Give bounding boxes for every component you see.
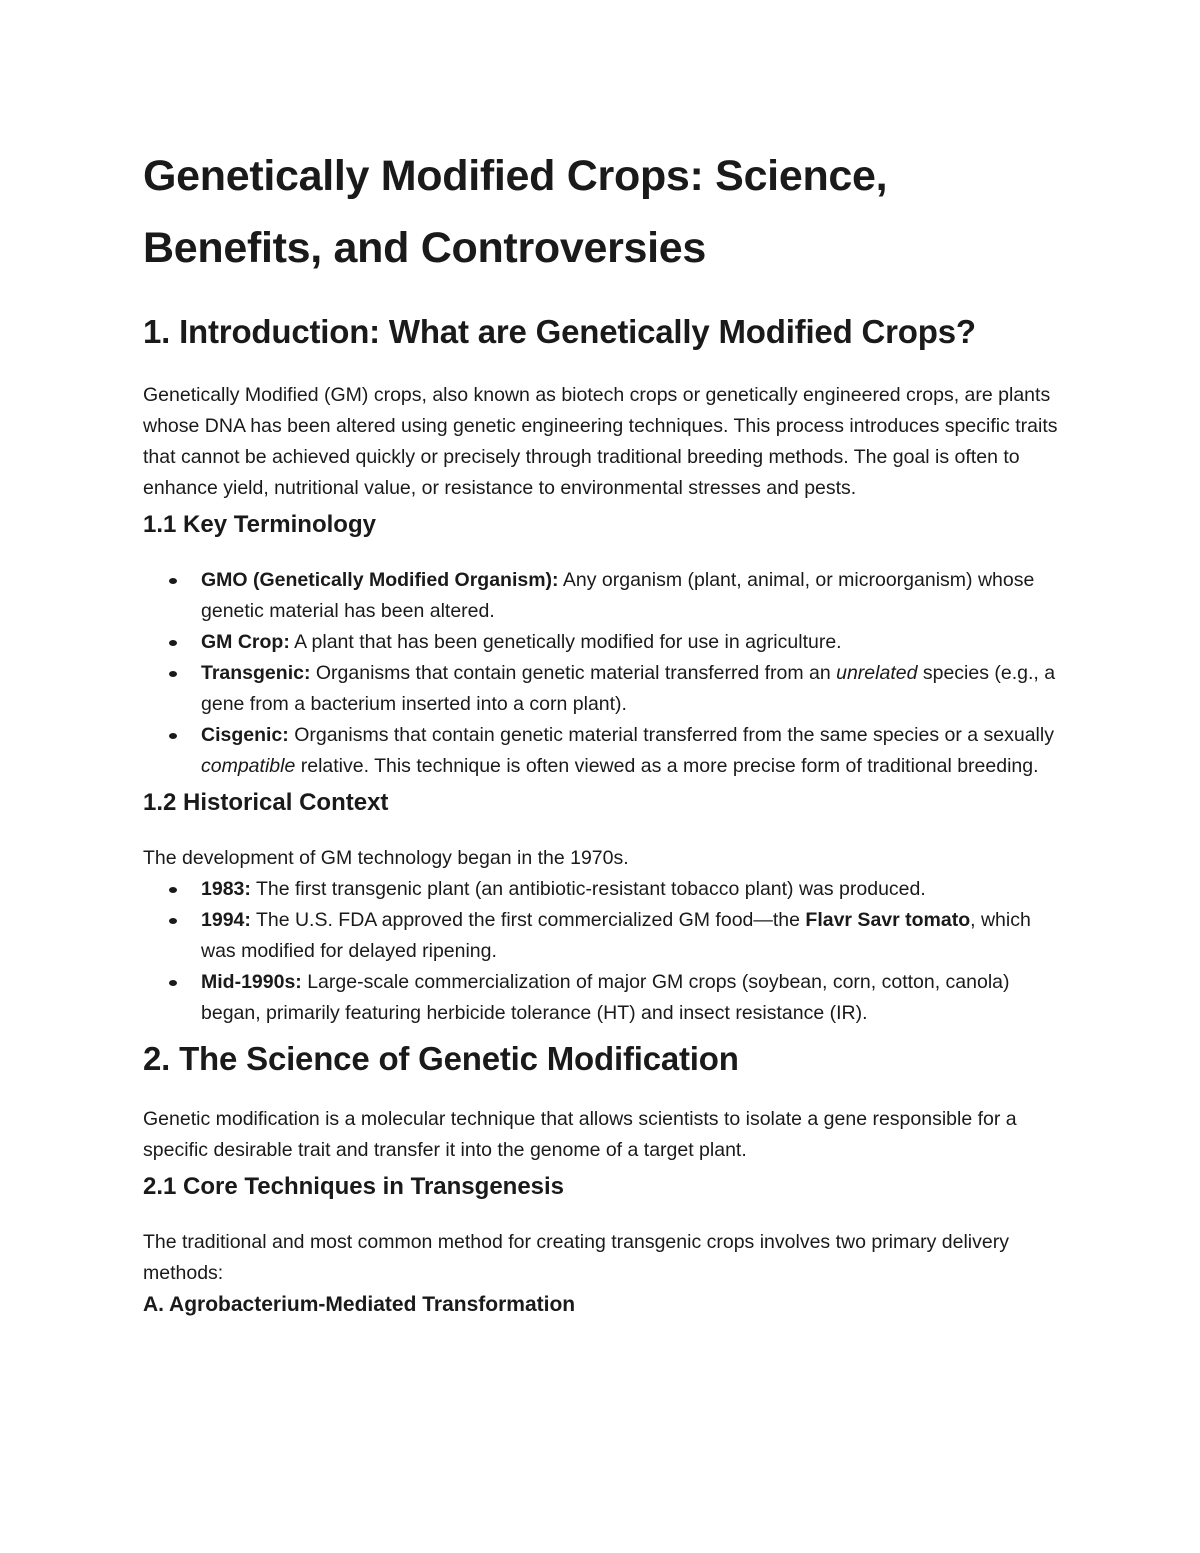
agrobacterium-heading: A. Agrobacterium-Mediated Transformation — [143, 1293, 576, 1316]
bullet-icon — [169, 640, 177, 646]
list-item — [201, 658, 1063, 720]
core-techniques-intro: The traditional and most common method for creating transgenic crops involves two primary delivery methods: — [143, 1231, 1009, 1284]
bullet-icon — [169, 887, 177, 893]
bullet-icon — [169, 578, 177, 584]
list-item — [201, 720, 1063, 782]
list-item — [201, 565, 1063, 627]
document-title-line-1: Genetically Modified Crops: Science, — [143, 152, 888, 200]
historical-context-intro: The development of GM technology began in the 1970s. — [143, 847, 629, 869]
section-2-heading: 2. The Science of Genetic Modification — [143, 1040, 739, 1077]
term-emphasis: unrelated — [836, 662, 918, 684]
term-label: GM Crop: — [201, 631, 290, 653]
timeline-event-end: , which was modified for delayed ripening. — [201, 909, 1031, 962]
bullet-icon — [169, 980, 177, 986]
section-1-intro-paragraph: Genetically Modified (GM) crops, also known as biotech crops or genetically engineered crops, are plants whose DNA has been altered using genetic engineering techniques. This process introduces specific traits that cannot be achieved quickly or precisely through traditional breeding methods. The goal is often to enhance yield, nutritional value, or resistance to environmental stresses and pests. — [143, 384, 1058, 499]
bullet-icon — [169, 733, 177, 739]
term-definition-start: Organisms that contain genetic material transferred from the same species or a sexually — [288, 724, 1054, 746]
term-emphasis: compatible — [201, 755, 296, 777]
timeline-event: The first transgenic plant (an antibiotic-resistant tobacco plant) was produced. — [250, 878, 926, 900]
timeline-year: 1994: — [201, 909, 251, 931]
historical-timeline-list — [143, 874, 1063, 1029]
timeline-event-start: The U.S. FDA approved the first commercialized GM food—the — [250, 909, 806, 931]
list-item — [201, 874, 1063, 905]
timeline-year: 1983: — [201, 878, 251, 900]
term-definition: A plant that has been genetically modified for use in agriculture. — [289, 631, 842, 653]
list-item — [201, 627, 1063, 658]
key-terminology-heading: 1.1 Key Terminology — [143, 511, 376, 538]
historical-context-heading: 1.2 Historical Context — [143, 789, 389, 816]
timeline-event: Large-scale commercialization of major GM crops (soybean, corn, cotton, canola) began, primarily featuring herbicide tolerance (HT) and insect resistance (IR). — [201, 971, 1010, 1024]
term-definition: Any organism (plant, animal, or microorganism) whose genetic material has been altered. — [201, 569, 1035, 622]
core-techniques-heading: 2.1 Core Techniques in Transgenesis — [143, 1173, 565, 1200]
term-definition-end: species (e.g., a gene from a bacterium inserted into a corn plant). — [201, 662, 1056, 715]
term-label: Transgenic: — [201, 662, 311, 684]
bullet-icon — [169, 918, 177, 924]
term-label: GMO (Genetically Modified Organism): — [201, 569, 559, 591]
timeline-highlight: Flavr Savr tomato — [805, 909, 971, 931]
key-terminology-list — [143, 565, 1063, 782]
term-definition-start: Organisms that contain genetic material transferred from an — [310, 662, 837, 684]
term-label: Cisgenic: — [201, 724, 289, 746]
timeline-year: Mid-1990s: — [201, 971, 302, 993]
document-title-line-2: Benefits, and Controversies — [143, 224, 706, 272]
document-title — [143, 140, 1063, 284]
term-definition-end: relative. This technique is often viewed as a more precise form of traditional breeding. — [295, 755, 1039, 777]
section-2-intro-paragraph: Genetic modification is a molecular technique that allows scientists to isolate a gene responsible for a specific desirable trait and transfer it into the genome of a target plant. — [143, 1108, 1017, 1161]
list-item — [201, 905, 1063, 967]
document-page — [143, 140, 1063, 1319]
bullet-icon — [169, 671, 177, 677]
list-item — [201, 967, 1063, 1029]
section-1-heading: 1. Introduction: What are Genetically Modified Crops? — [143, 313, 976, 350]
